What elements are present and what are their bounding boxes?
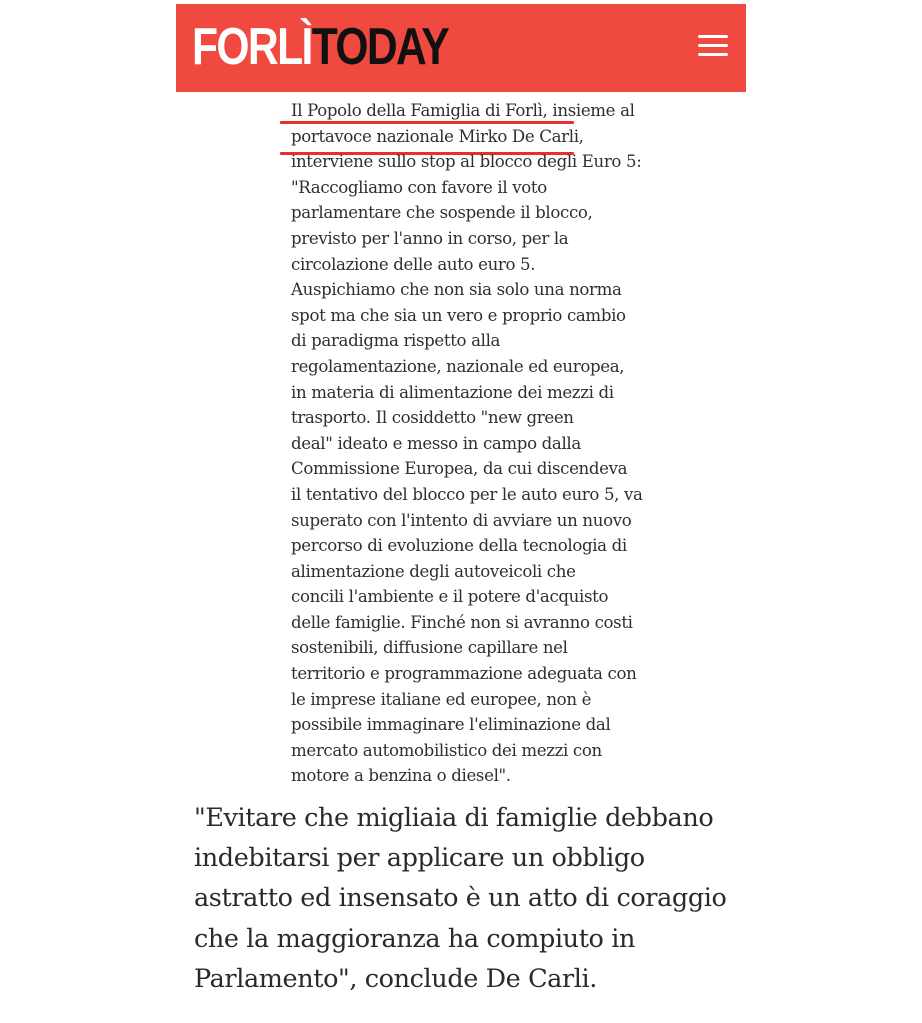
body-line: portavoce nazionale Mirko De Carli, [291, 126, 584, 146]
article-body [291, 98, 641, 789]
quote-line: Parlamento", conclude De Carli. [194, 963, 597, 994]
body-line: previsto per l'anno in corso, per la [291, 228, 569, 248]
pull-quote [194, 798, 734, 999]
quote-line: indebitarsi per applicare un obbligo [194, 843, 645, 874]
body-line: di paradigma rispetto alla [291, 331, 501, 351]
quote-line: che la maggioranza ha compiuto in [194, 923, 635, 954]
body-line: le imprese italiane ed europee, non è [291, 689, 592, 709]
body-line: territorio e programmazione adeguata con [291, 664, 637, 684]
body-line: motore a benzina o diesel". [291, 766, 511, 786]
menu-bar [698, 44, 728, 47]
logo-today: TODAY [311, 18, 449, 76]
body-line: parlamentare che sospende il blocco, [291, 203, 593, 223]
logo-forli: FORLÌ [192, 18, 312, 76]
menu-bar [698, 35, 728, 38]
body-line: mercato automobilistico dei mezzi con [291, 740, 602, 760]
body-line: "Raccogliamo con favore il voto [291, 177, 547, 197]
hamburger-menu-icon[interactable] [698, 34, 728, 60]
body-line: deal" ideato e messo in campo dalla [291, 433, 581, 453]
body-line: Commissione Europea, da cui discendeva [291, 459, 628, 479]
body-line: in materia di alimentazione dei mezzi di [291, 382, 614, 402]
body-line: sostenibili, diffusione capillare nel [291, 638, 568, 658]
quote-line: astratto ed insensato è un atto di coraggio [194, 883, 727, 914]
body-line: possibile immaginare l'eliminazione dal [291, 715, 611, 735]
body-line: spot ma che sia un vero e proprio cambio [291, 305, 626, 325]
body-line: Il Popolo della Famiglia di Forlì, insieme al [291, 101, 635, 120]
forlitoday-logo[interactable] [192, 18, 449, 76]
body-line: il tentativo del blocco per le auto euro 5, va [291, 484, 643, 504]
body-line: Auspichiamo che non sia solo una norma [291, 280, 622, 300]
body-line: alimentazione degli autoveicoli che [291, 561, 576, 581]
body-line: regolamentazione, nazionale ed europea, [291, 356, 625, 376]
body-line: interviene sullo stop al blocco degli Euro 5: [291, 152, 642, 172]
menu-bar [698, 53, 728, 56]
body-line: superato con l'intento di avviare un nuovo [291, 510, 632, 530]
body-line: concili l'ambiente e il potere d'acquisto [291, 587, 609, 607]
body-line: percorso di evoluzione della tecnologia di [291, 536, 627, 556]
quote-line: "Evitare che migliaia di famiglie debbano [194, 803, 714, 833]
site-header [176, 4, 746, 92]
body-line: delle famiglie. Finché non si avranno costi [291, 612, 633, 632]
body-line: circolazione delle auto euro 5. [291, 254, 536, 274]
body-line: trasporto. Il cosiddetto "new green [291, 408, 574, 428]
